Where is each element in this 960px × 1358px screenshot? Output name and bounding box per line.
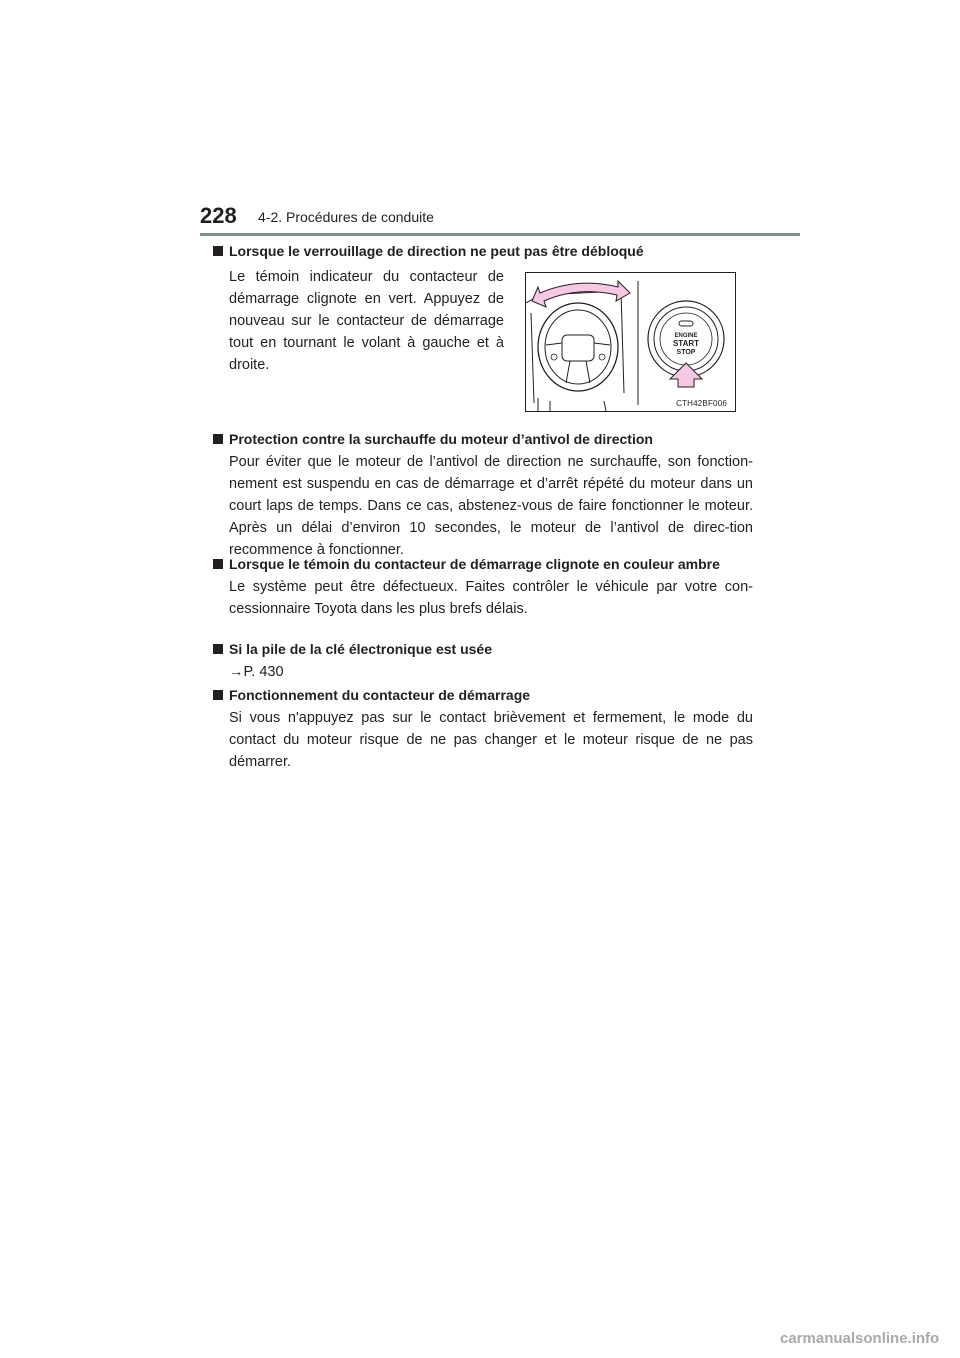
button-label-start: START bbox=[672, 339, 700, 348]
section-body: Le témoin indicateur du contacteur de démarrage clignote en vert. Appuyez de nouveau sur le contacteur de démarrage tout en tournant le volant à gauche et à droite. bbox=[229, 269, 504, 373]
up-arrow-icon bbox=[670, 363, 702, 387]
page-reference-link[interactable]: →P. 430 bbox=[229, 664, 284, 680]
illustration bbox=[526, 273, 735, 411]
page-number: 228 bbox=[200, 203, 237, 228]
button-label-engine: ENGINE bbox=[674, 333, 698, 339]
section-body: Si vous n'appuyez pas sur le contact brièvement et fermement, le mode du contact du moteur risque de ne pas changer et le moteur risque de ne pas démarrer. bbox=[229, 710, 753, 770]
section-heading: Protection contre la surchauffe du moteur d’antivol de direction bbox=[213, 428, 753, 450]
square-bullet-icon bbox=[213, 434, 223, 444]
square-bullet-icon bbox=[213, 246, 223, 256]
section-title: 4-2. Procédures de conduite bbox=[258, 209, 434, 225]
section-body: Pour éviter que le moteur de l’antivol de direction ne surchauffe, son fonction-nement est suspendu en cas de démarrage et d’arrêt répété du moteur dans un court laps de temps. Dans ce cas, abstenez-vous de faire fonctionner le moteur. Après un délai d’environ 10 secondes, le moteur de l’antivol de direc-tion recommence à fonctionner. bbox=[229, 454, 753, 558]
steering-wheel-start-button-figure bbox=[525, 272, 736, 412]
square-bullet-icon bbox=[213, 690, 223, 700]
figure-code: CTH42BF006 bbox=[676, 399, 727, 408]
section-heading: Si la pile de la clé électronique est usée bbox=[213, 638, 753, 660]
section-amber-indicator bbox=[213, 553, 753, 620]
square-bullet-icon bbox=[213, 644, 223, 654]
button-label-stop: STOP bbox=[676, 349, 696, 356]
section-body: Le système peut être défectueux. Faites contrôler le véhicule par votre con-cessionnaire Toyota dans les plus brefs délais. bbox=[229, 579, 753, 617]
section-heading: Lorsque le verrouillage de direction ne peut pas être débloqué bbox=[213, 240, 753, 262]
section-switch-operation bbox=[213, 684, 753, 773]
section-heading: Lorsque le témoin du contacteur de démarrage clignote en couleur ambre bbox=[213, 553, 753, 575]
watermark: carmanualsonline.info bbox=[780, 1330, 940, 1347]
section-motor-overheat bbox=[213, 428, 753, 561]
square-bullet-icon bbox=[213, 559, 223, 569]
section-heading: Fonctionnement du contacteur de démarrage bbox=[213, 684, 753, 706]
section-key-battery bbox=[213, 638, 753, 683]
header-rule bbox=[200, 233, 800, 236]
